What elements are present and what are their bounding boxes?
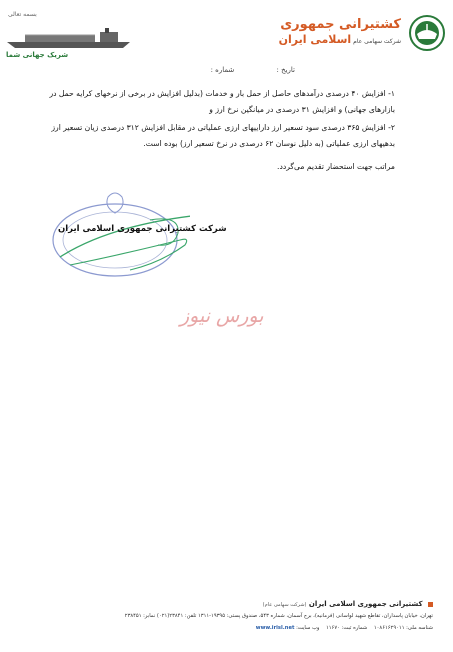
footer-registration: شماره ثبت: ۱۱۶۷۰ [325, 625, 368, 631]
number-label: شماره : [210, 66, 235, 74]
footer-national-id: شناسه ملی: ۱۰۸۶۱۶۲۹۰۱۱ [373, 625, 433, 631]
closing-text: مراتب جهت استحضار تقدیم می‌گردد. [277, 162, 395, 171]
company-type: شرکت سهامی عام [353, 38, 401, 45]
bismillah-text: بسمه تعالی [8, 11, 37, 18]
footer-company-name: کشتیرانی جمهوری اسلامی ایران [308, 600, 423, 608]
footer-address: تهران، خیابان پاسداران، تقاطع شهید لواسانی (فرمانیه)، برج آسمان، شماره ۵۴۳، صندوق پستی: ۱۹۳۹۵-۱۳۱۱ تلفن: ۲۳۸۴۱(۰۲۱) نمابر: ۲۳۸۴۵۱ [124, 613, 433, 619]
date-label: تاریخ : [276, 66, 295, 74]
body-item-2: ۲- افزایش ۳۶۵ درصدی سود تسعیر ارز داراییهای ارزی عملیاتی در مقابل افزایش ۳۱۲ درصدی زیان تسعیر ارز بدهیهای ارزی عملیاتی (به دلیل نوسان ۶۲ درصدی در نرخ تسعیر ارز) بوده است. [51, 123, 395, 148]
footer-company-type: (شرکت سهامی عام) [262, 602, 307, 608]
company-title [279, 17, 401, 46]
footer-company [263, 600, 433, 608]
company-seal-stamp [40, 185, 190, 285]
letter-body [45, 86, 395, 178]
footer-ids [256, 625, 433, 631]
footer-website-link[interactable]: www.irisl.net [255, 625, 295, 631]
company-name-line2: اسلامی ایران [278, 33, 352, 46]
letter-meta [171, 66, 295, 74]
signature-company-name: شرکت کشتیرانی جمهوری اسلامی ایران [58, 224, 227, 234]
footer-website-label: وب سایت: [296, 625, 320, 631]
company-name-line1: کشتیرانی جمهوری [280, 17, 401, 32]
company-logo-icon [408, 14, 446, 52]
body-item-1: ۱- افزایش ۴۰ درصدی درآمدهای حاصل از حمل بار و خدمات (بدلیل افزایش در برخی از نرخهای کرایه حمل در بازارهای جهانی) و افزایش ۳۱ درصدی در میانگین نرخ ارز و [49, 89, 395, 114]
watermark-text: بورس نیوز [180, 305, 264, 327]
footer-square-icon [428, 602, 433, 607]
company-slogan: شریک جهانی شما [6, 51, 69, 59]
ship-icon [5, 28, 140, 50]
